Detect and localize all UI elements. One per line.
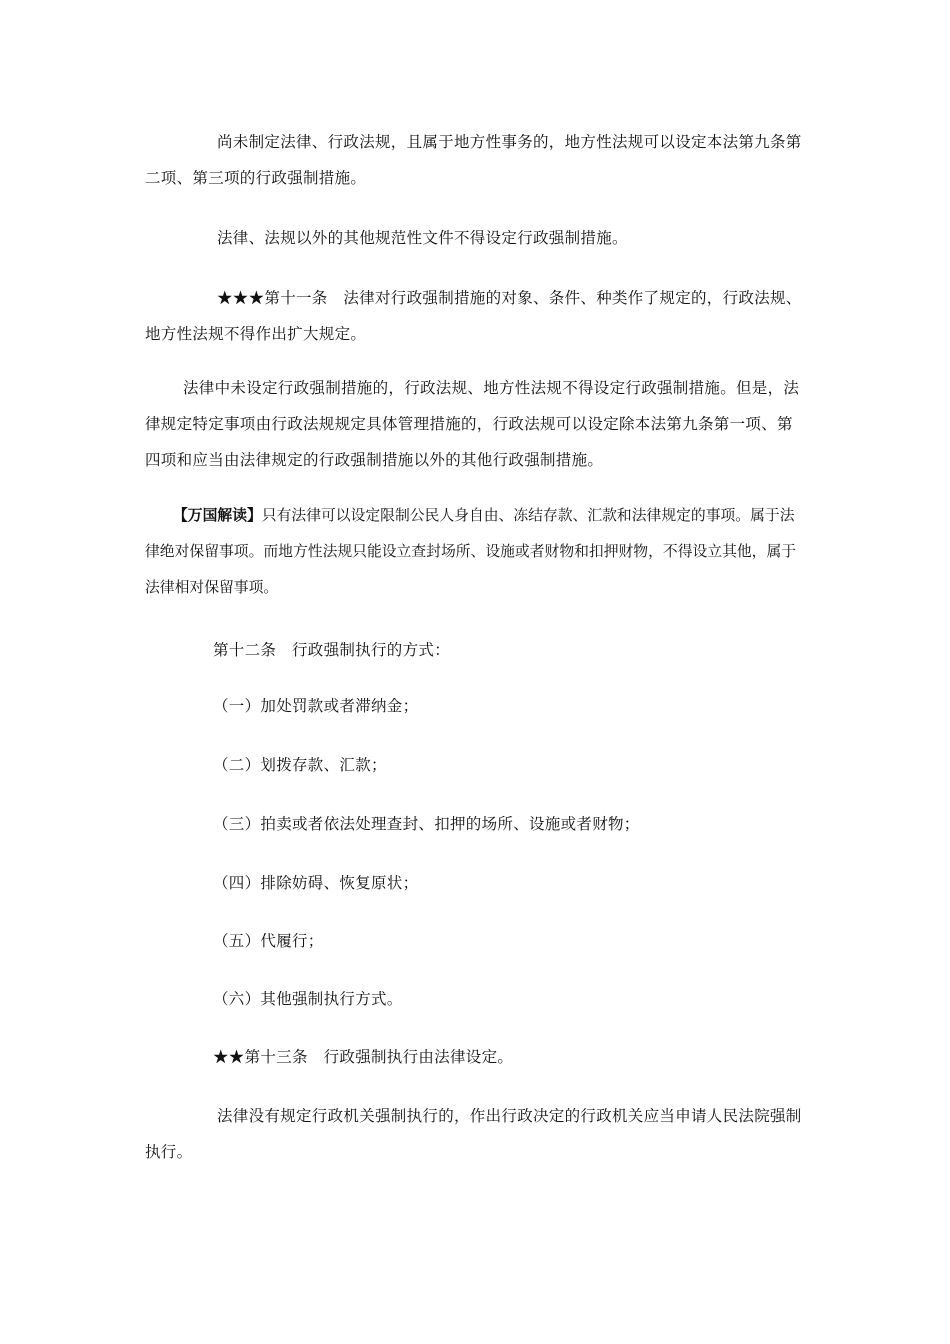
interpretation-text: 只有法律可以设定限制公民人身自由、冻结存款、汇款和法律规定的事项。属于法律绝对保留事项。而地方性法规只能设立查封场所、设施或者财物和扣押财物，不得设立其他，属于法律相对保留事项。 (145, 507, 797, 596)
list-item: （一）加处罚款或者滞纳金； (213, 697, 419, 715)
interpretation-label: 【万国解读】 (173, 507, 262, 524)
article-12: 第十二条 行政强制执行的方式： (213, 641, 451, 659)
list-item: （六）其他强制执行方式。 (213, 990, 403, 1008)
paragraph-administrative-regulations: 法律中未设定行政强制措施的，行政法规、地方性法规不得设定行政强制措施。但是，法律规定特定事项由行政法规规定具体管理措施的，行政法规可以设定除本法第九条第一项、第四项和应当由法律规定的行政强制措施以外的其他行政强制措施。 (145, 379, 800, 469)
article-13: ★★第十三条 行政强制执行由法律设定。 (213, 1048, 514, 1066)
list-item: （二）划拨存款、汇款； (213, 756, 387, 774)
paragraph-court-enforcement: 法律没有规定行政机关强制执行的，作出行政决定的行政机关应当申请人民法院强制执行。 (145, 1107, 802, 1161)
interpretation-paragraph (145, 498, 807, 606)
paragraph-local-regulations: 尚未制定法律、行政法规，且属于地方性事务的，地方性法规可以设定本法第九条第二项、第三项的行政强制措施。 (145, 133, 802, 187)
paragraph-normative-documents: 法律、法规以外的其他规范性文件不得设定行政强制措施。 (217, 229, 628, 247)
list-item: （三）拍卖或者依法处理查封、扣押的场所、设施或者财物； (213, 815, 640, 833)
list-item: （五）代履行； (213, 932, 324, 950)
article-11: ★★★第十一条 法律对行政强制措施的对象、条件、种类作了规定的，行政法规、地方性法规不得作出扩大规定。 (145, 289, 802, 343)
list-item: （四）排除妨碍、恢复原状； (213, 874, 419, 892)
